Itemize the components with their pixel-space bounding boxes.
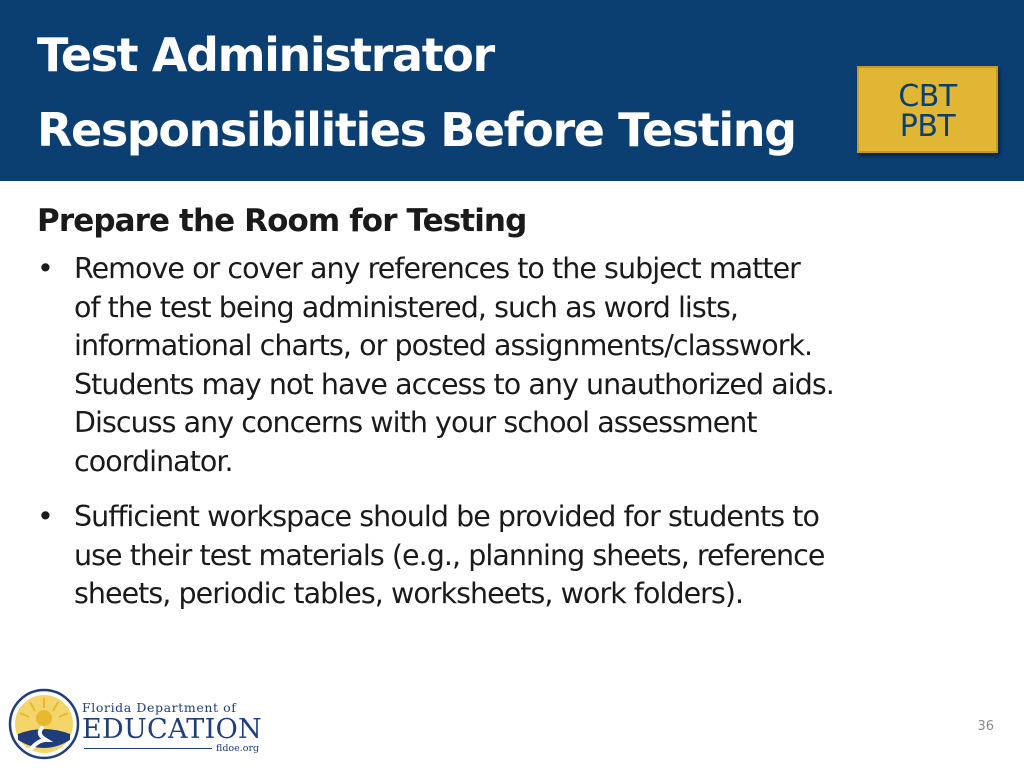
bullet-1-line-5: Discuss any concerns with your school assessment — [74, 406, 757, 439]
bullet-item-2 — [37, 498, 997, 614]
logo-wordmark — [82, 700, 262, 754]
logo-rule — [84, 748, 212, 749]
bullet-marker: • — [37, 500, 53, 533]
slide-title — [37, 18, 837, 168]
slide-title-line-1: Test Administrator — [37, 28, 494, 82]
bullet-2-line-1: Sufficient workspace should be provided for students to — [74, 500, 819, 533]
florida-seal-icon — [8, 688, 80, 760]
test-mode-badge — [857, 66, 998, 153]
bullet-1-line-3: informational charts, or posted assignments/classwork. — [74, 329, 813, 362]
logo-department-line: Florida Department of — [82, 700, 237, 715]
bullet-1-line-6: coordinator. — [74, 444, 233, 478]
slide-header — [0, 0, 1024, 181]
section-heading: Prepare the Room for Testing — [37, 203, 527, 239]
bullet-list — [37, 250, 997, 614]
bullet-marker: • — [37, 252, 53, 285]
bullet-1-line-1: Remove or cover any references to the subject matter — [74, 252, 800, 285]
bullet-1-line-2: of the test being administered, such as word lists, — [74, 290, 739, 324]
badge-cbt-label: CBT — [898, 79, 957, 114]
slide-content — [37, 196, 997, 631]
logo-url: fldoe.org — [216, 743, 260, 754]
bullet-2-line-3: sheets, periodic tables, worksheets, work folders). — [74, 577, 744, 610]
fldoe-logo — [8, 688, 268, 764]
bullet-item-1 — [37, 250, 997, 481]
page-number: 36 — [977, 719, 994, 734]
logo-education-line: EDUCATION — [82, 714, 262, 745]
bullet-2-line-2: use their test materials (e.g., planning sheets, reference — [74, 538, 825, 572]
badge-pbt-label: PBT — [899, 109, 956, 144]
slide-title-line-2: Responsibilities Before Testing — [37, 103, 796, 157]
bullet-1-line-4: Students may not have access to any unauthorized aids. — [74, 367, 834, 401]
